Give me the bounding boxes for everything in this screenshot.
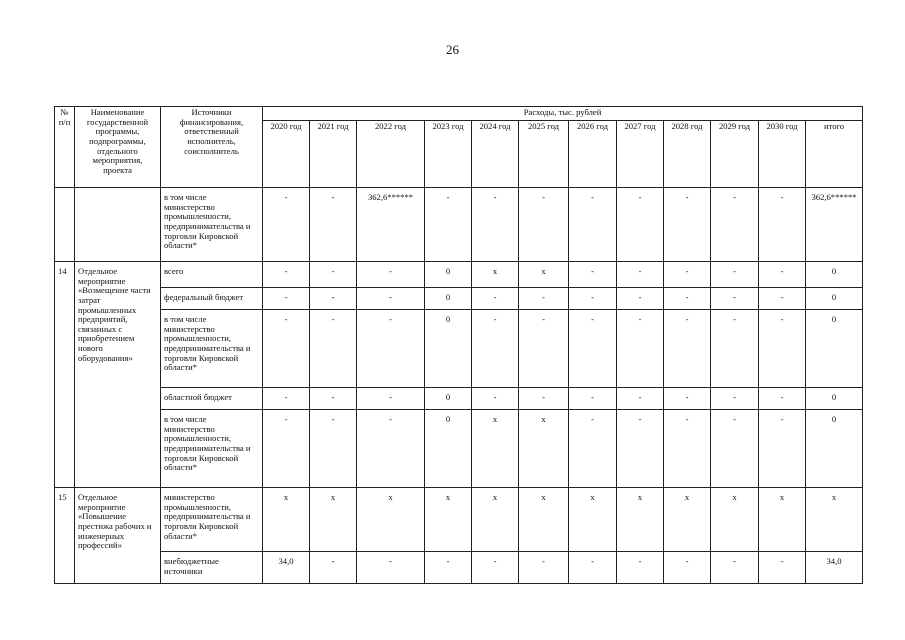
value-cell: - xyxy=(569,410,617,488)
value-cell: - xyxy=(310,262,357,288)
value-cell: x xyxy=(711,488,759,552)
page-number: 26 xyxy=(446,42,459,57)
value-cell: - xyxy=(711,410,759,488)
value-cell: - xyxy=(357,310,425,388)
budget-table xyxy=(54,106,863,584)
value-cell: - xyxy=(472,288,519,310)
value-cell: 34,0 xyxy=(263,552,310,584)
value-cell: - xyxy=(310,310,357,388)
value-cell: - xyxy=(617,552,664,584)
table-row xyxy=(55,488,863,552)
source-cell: в том числе министерство промышленности, предпринимательства и торговли Кировской области* xyxy=(161,410,263,488)
value-cell: - xyxy=(263,188,310,262)
total-header: итого xyxy=(806,121,863,188)
value-cell: - xyxy=(759,188,806,262)
value-cell: - xyxy=(711,552,759,584)
source-cell: всего xyxy=(161,262,263,288)
table-row xyxy=(55,410,863,488)
value-cell: 362,6****** xyxy=(357,188,425,262)
value-cell: - xyxy=(357,410,425,488)
value-cell: - xyxy=(310,188,357,262)
value-cell: - xyxy=(759,288,806,310)
value-cell: - xyxy=(664,310,711,388)
value-cell: - xyxy=(519,388,569,410)
value-cell: - xyxy=(569,288,617,310)
source-cell: в том числе министерство промышленности, предпринимательства и торговли Кировской области* xyxy=(161,310,263,388)
value-cell: - xyxy=(569,310,617,388)
value-cell: x xyxy=(472,262,519,288)
year-header: 2022 год xyxy=(357,121,425,188)
value-cell: - xyxy=(357,388,425,410)
value-cell: - xyxy=(617,410,664,488)
value-cell: - xyxy=(263,288,310,310)
total-cell: 362,6****** xyxy=(806,188,863,262)
year-header: 2024 год xyxy=(472,121,519,188)
header-row-1 xyxy=(55,107,863,121)
value-cell: - xyxy=(263,410,310,488)
total-cell: 0 xyxy=(806,262,863,288)
value-cell: - xyxy=(711,188,759,262)
total-cell: 0 xyxy=(806,288,863,310)
total-cell: 34,0 xyxy=(806,552,863,584)
table-row xyxy=(55,262,863,288)
value-cell: x xyxy=(519,488,569,552)
value-cell: - xyxy=(310,410,357,488)
value-cell: - xyxy=(664,410,711,488)
value-cell: - xyxy=(357,288,425,310)
value-cell: - xyxy=(759,552,806,584)
value-cell: - xyxy=(569,552,617,584)
year-header: 2021 год xyxy=(310,121,357,188)
num-cell xyxy=(55,188,75,262)
total-cell: x xyxy=(806,488,863,552)
table-row xyxy=(55,288,863,310)
value-cell: - xyxy=(664,262,711,288)
name-cell: Отдельное мероприятие «Возмещение части затрат промышленных предприятий, связанных с приобретением нового оборудования» xyxy=(75,262,161,488)
value-cell: - xyxy=(759,310,806,388)
year-header: 2029 год xyxy=(711,121,759,188)
value-cell: x xyxy=(519,410,569,488)
value-cell: - xyxy=(759,388,806,410)
year-header: 2026 год xyxy=(569,121,617,188)
header-sources: Источники финансирования, ответственный исполнитель, соисполнитель xyxy=(161,107,263,188)
value-cell: x xyxy=(310,488,357,552)
value-cell: - xyxy=(519,188,569,262)
value-cell: - xyxy=(569,262,617,288)
value-cell: - xyxy=(357,262,425,288)
value-cell: - xyxy=(425,188,472,262)
year-header: 2030 год xyxy=(759,121,806,188)
value-cell: x xyxy=(519,262,569,288)
source-cell: внебюджетные источники xyxy=(161,552,263,584)
value-cell: - xyxy=(310,552,357,584)
value-cell: x xyxy=(569,488,617,552)
value-cell: - xyxy=(310,388,357,410)
value-cell: 0 xyxy=(425,410,472,488)
value-cell: - xyxy=(519,310,569,388)
header-name: Наименование государственной программы, подпрограммы, отдельного мероприятия, проекта xyxy=(75,107,161,188)
value-cell: - xyxy=(759,410,806,488)
value-cell: - xyxy=(569,188,617,262)
name-cell: Отдельное мероприятие «Повышение престижа рабочих и инженерных профессий» xyxy=(75,488,161,584)
year-header: 2027 год xyxy=(617,121,664,188)
value-cell: - xyxy=(711,288,759,310)
value-cell: - xyxy=(711,262,759,288)
year-header: 2023 год xyxy=(425,121,472,188)
name-cell xyxy=(75,188,161,262)
value-cell: x xyxy=(263,488,310,552)
source-cell: федеральный бюджет xyxy=(161,288,263,310)
table-row xyxy=(55,188,863,262)
value-cell: x xyxy=(617,488,664,552)
value-cell: - xyxy=(664,388,711,410)
total-cell: 0 xyxy=(806,310,863,388)
value-cell: - xyxy=(711,388,759,410)
table-row xyxy=(55,310,863,388)
value-cell: x xyxy=(357,488,425,552)
value-cell: - xyxy=(263,310,310,388)
value-cell: - xyxy=(310,288,357,310)
value-cell: - xyxy=(472,310,519,388)
num-cell: 15 xyxy=(55,488,75,584)
value-cell: - xyxy=(664,552,711,584)
value-cell: - xyxy=(519,552,569,584)
value-cell: - xyxy=(472,388,519,410)
value-cell: - xyxy=(617,288,664,310)
value-cell: 0 xyxy=(425,388,472,410)
year-header: 2020 год xyxy=(263,121,310,188)
value-cell: x xyxy=(425,488,472,552)
value-cell: - xyxy=(617,262,664,288)
table-row xyxy=(55,552,863,584)
value-cell: - xyxy=(263,388,310,410)
value-cell: - xyxy=(472,188,519,262)
total-cell: 0 xyxy=(806,388,863,410)
value-cell: - xyxy=(472,552,519,584)
source-cell: министерство промышленности, предпринимательства и торговли Кировской области* xyxy=(161,488,263,552)
value-cell: x xyxy=(664,488,711,552)
value-cell: - xyxy=(425,552,472,584)
value-cell: x xyxy=(759,488,806,552)
value-cell: - xyxy=(569,388,617,410)
value-cell: - xyxy=(759,262,806,288)
value-cell: - xyxy=(664,188,711,262)
header-num: № п/п xyxy=(55,107,75,188)
value-cell: 0 xyxy=(425,310,472,388)
total-cell: 0 xyxy=(806,410,863,488)
source-cell: областной бюджет xyxy=(161,388,263,410)
value-cell: x xyxy=(472,410,519,488)
value-cell: - xyxy=(519,288,569,310)
value-cell: 0 xyxy=(425,262,472,288)
value-cell: - xyxy=(617,310,664,388)
value-cell: - xyxy=(617,188,664,262)
value-cell: - xyxy=(617,388,664,410)
year-header: 2028 год xyxy=(664,121,711,188)
table-row xyxy=(55,388,863,410)
value-cell: - xyxy=(711,310,759,388)
value-cell: - xyxy=(263,262,310,288)
header-expenses: Расходы, тыс. рублей xyxy=(263,107,863,121)
value-cell: x xyxy=(472,488,519,552)
value-cell: - xyxy=(664,288,711,310)
num-cell: 14 xyxy=(55,262,75,488)
value-cell: - xyxy=(357,552,425,584)
value-cell: 0 xyxy=(425,288,472,310)
source-cell: в том числе министерство промышленности, предпринимательства и торговли Кировской области* xyxy=(161,188,263,262)
year-header: 2025 год xyxy=(519,121,569,188)
